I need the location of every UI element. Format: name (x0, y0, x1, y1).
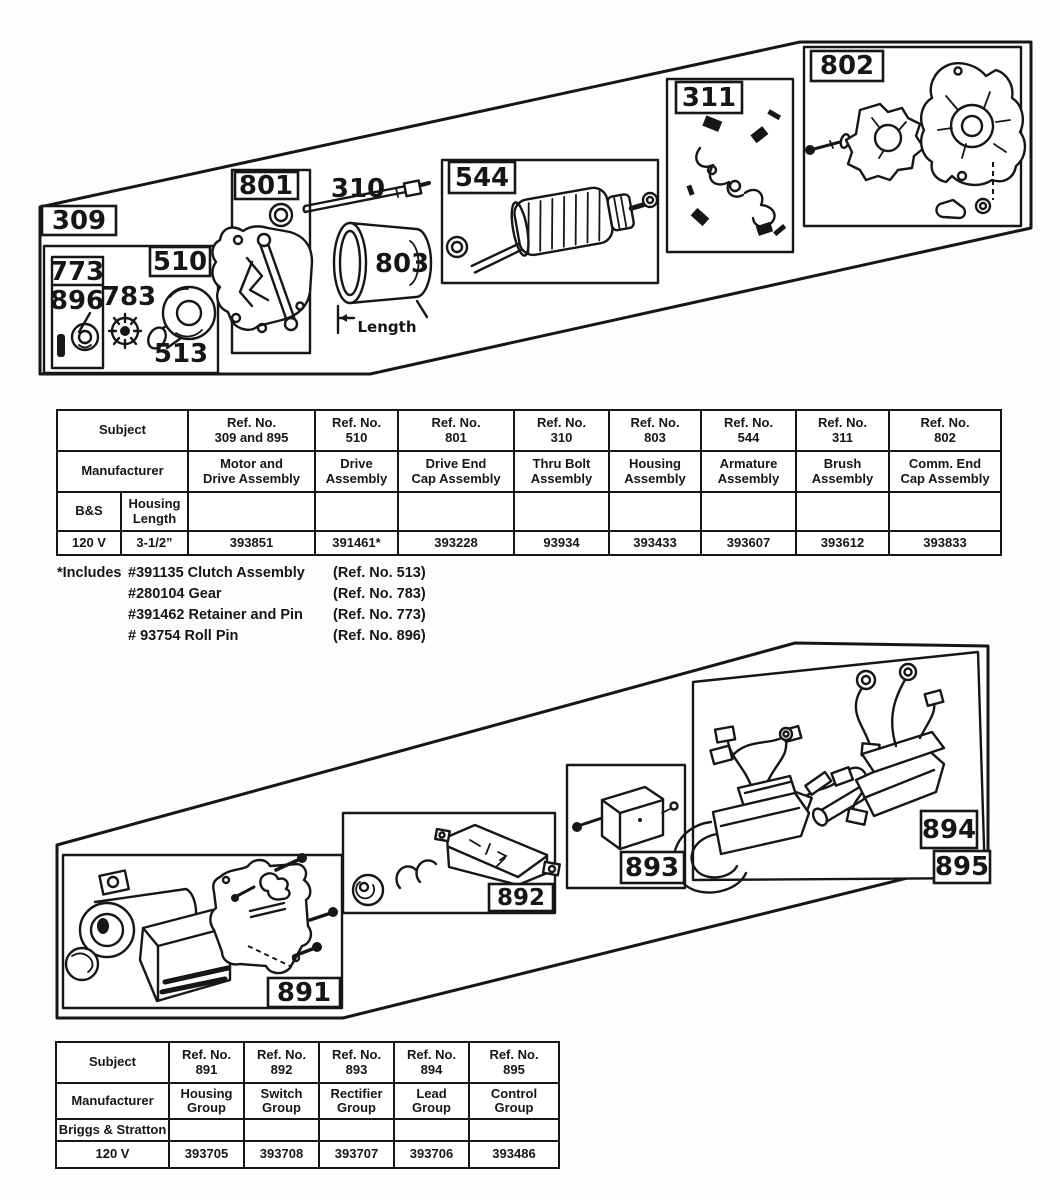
ref-label-895 (934, 851, 990, 883)
footnote-prefix: *Includes (57, 565, 122, 581)
part-name-cell (398, 451, 514, 492)
ref-label-text: 309 (51, 206, 107, 236)
footnote-line (57, 563, 426, 584)
brand-cell: Briggs & Stratton (56, 1119, 169, 1141)
footnote-part: #280104 Gear (128, 586, 222, 602)
ref-label-803: 803 (374, 249, 430, 279)
ref-label-544 (449, 162, 515, 193)
part-name-cell (609, 451, 701, 492)
voltage-cell: 120 V (57, 531, 121, 555)
name-line: Group (412, 1100, 451, 1115)
part-name-cell (469, 1083, 559, 1119)
empty-cell (169, 1119, 244, 1141)
empty-cell (514, 492, 609, 531)
footnote-part: #391135 Clutch Assembly (128, 565, 305, 581)
o-ring-drawing (270, 204, 292, 226)
name-line: Brush (823, 456, 862, 472)
name-line: Lead (416, 1085, 447, 1101)
part-number-cell: 393706 (394, 1141, 469, 1168)
ref-line: 544 (737, 429, 760, 445)
part-name-cell (315, 451, 398, 492)
ref-label-text: 311 (681, 83, 737, 113)
name-line: Switch (260, 1085, 303, 1101)
ref-header-cell (398, 410, 514, 451)
ref-line: Ref. No. (489, 1047, 539, 1063)
name-line: Drive (340, 456, 373, 472)
footnote-part: #391462 Retainer and Pin (128, 607, 303, 623)
empty-cell (315, 492, 398, 531)
empty-cell (319, 1119, 394, 1141)
name-line: Thru Bolt (532, 456, 591, 472)
part-number-cell: 393705 (169, 1141, 244, 1168)
housing-length-value-cell: 3-1/2” (121, 531, 188, 555)
part-name-cell (188, 451, 315, 492)
ref-line: 895 (503, 1061, 525, 1077)
empty-cell (469, 1119, 559, 1141)
switch-group-exploded-diagram (0, 630, 1060, 1030)
name-line: Armature (719, 456, 778, 472)
part-number-cell: 393607 (701, 531, 796, 555)
plug-nut-drawing (353, 875, 383, 905)
table-row (56, 1083, 559, 1119)
roll-pin-drawing (57, 334, 65, 357)
footnote-ref: (Ref. No. 773) (333, 607, 426, 623)
empty-cell (889, 492, 1001, 531)
part-number-cell: 393486 (469, 1141, 559, 1168)
ref-header-cell (889, 410, 1001, 451)
ref-label-text: 773 (49, 257, 105, 287)
ref-line: 892 (270, 1061, 293, 1077)
footnote-line (57, 584, 426, 605)
manufacturer-header-cell: Manufacturer (57, 451, 188, 492)
ref-label-893 (621, 852, 684, 883)
part-number-cell: 391461* (315, 531, 398, 555)
ref-line: Ref. No. (431, 415, 481, 431)
part-number-cell: 393433 (609, 531, 701, 555)
part-name-cell (394, 1083, 469, 1119)
ref-line: 510 (345, 429, 368, 445)
name-line: Housing (180, 1085, 233, 1101)
ref-label-773 (50, 257, 104, 287)
part-name-cell (319, 1083, 394, 1119)
ref-label-892 (489, 884, 553, 911)
ref-header-cell (169, 1042, 244, 1083)
end-cap-housing-drawing (921, 63, 1025, 185)
name-line: Cap Assembly (900, 470, 990, 486)
length-label: Length (357, 318, 417, 336)
name-line: Drive End (425, 456, 487, 472)
ref-line: 801 (445, 429, 467, 445)
part-number-cell: 393228 (398, 531, 514, 555)
ref-line: 802 (934, 429, 956, 445)
part-number-cell: 393851 (188, 531, 315, 555)
footnote-ref: (Ref. No. 783) (333, 586, 426, 602)
starter-parts-table (56, 409, 1002, 556)
ref-line: 891 (195, 1061, 218, 1077)
footnote-ref: (Ref. No. 896) (333, 628, 426, 644)
ref-line: Ref. No. (226, 415, 277, 431)
table-row (57, 410, 1001, 451)
name-line: Control (490, 1085, 538, 1101)
empty-cell (244, 1119, 319, 1141)
ref-header-cell (188, 410, 315, 451)
ref-label-text: 801 (238, 171, 294, 201)
name-line: Group (337, 1100, 376, 1115)
part-name-cell (514, 451, 609, 492)
empty-cell (609, 492, 701, 531)
ref-line: 309 and 895 (214, 429, 289, 445)
ref-label-891 (268, 978, 340, 1008)
table-row (57, 531, 1001, 555)
ref-header-cell (394, 1042, 469, 1083)
ref-line: 893 (345, 1061, 368, 1077)
ref-label-text: 894 (921, 815, 977, 845)
manufacturer-header-cell: Manufacturer (56, 1083, 169, 1119)
ref-label-783: 783 (101, 282, 157, 312)
brand-abbrev-cell: B&S (57, 492, 121, 531)
housing-line: Length (132, 510, 177, 526)
ref-label-311 (676, 82, 742, 113)
empty-cell (394, 1119, 469, 1141)
part-number-cell: 93934 (514, 531, 609, 555)
ref-line: 310 (550, 429, 573, 445)
part-name-cell (796, 451, 889, 492)
ref-line: Ref. No. (331, 1047, 382, 1063)
ref-label-text: 544 (454, 163, 510, 193)
ref-line: 311 (832, 429, 853, 445)
footnote-ref: (Ref. No. 513) (333, 565, 426, 581)
footnote-prefix (57, 584, 128, 605)
ref-line: Ref. No. (181, 1047, 232, 1063)
ref-label-801 (235, 171, 298, 201)
starter-motor-exploded-diagram (0, 0, 1060, 405)
part-number-cell: 393612 (796, 531, 889, 555)
ref-line: Ref. No. (817, 415, 868, 431)
empty-cell (701, 492, 796, 531)
ref-header-cell (609, 410, 701, 451)
ref-label-896: 896 (49, 286, 105, 316)
name-line: Cap Assembly (411, 470, 501, 486)
ref-label-310: 310 (330, 174, 386, 204)
ref-label-text: 893 (624, 853, 680, 883)
ref-line: Ref. No. (920, 415, 970, 431)
name-line: Group (187, 1100, 226, 1115)
ref-line: 894 (420, 1061, 443, 1077)
name-line: Rectifier (330, 1085, 383, 1101)
name-line: Drive Assembly (202, 470, 301, 486)
table-row (56, 1141, 559, 1168)
footnote-line (57, 605, 426, 626)
name-line: Assembly (624, 470, 686, 486)
ref-line: 803 (644, 429, 666, 445)
part-name-cell (889, 451, 1001, 492)
voltage-cell: 120 V (56, 1141, 169, 1168)
empty-cell (796, 492, 889, 531)
part-number-cell: 393708 (244, 1141, 319, 1168)
ref-line: Ref. No. (406, 1047, 457, 1063)
table-row (57, 492, 1001, 531)
table-row (57, 451, 1001, 492)
ref-header-cell (796, 410, 889, 451)
part-number-cell: 393707 (319, 1141, 394, 1168)
ref-header-cell (701, 410, 796, 451)
ref-label-894 (921, 811, 977, 848)
part-name-cell (701, 451, 796, 492)
ref-line: Ref. No. (723, 415, 774, 431)
name-line: Assembly (811, 470, 874, 486)
part-name-cell (169, 1083, 244, 1119)
housing-length-header-cell (121, 492, 188, 531)
housing-line: Housing (128, 496, 181, 512)
name-line: Assembly (530, 470, 593, 486)
name-line: Assembly (717, 470, 780, 486)
empty-cell (188, 492, 315, 531)
ref-line: Ref. No. (536, 415, 587, 431)
name-line: Assembly (325, 470, 388, 486)
ref-label-text: 892 (496, 885, 546, 911)
name-line: Motor and (220, 456, 283, 472)
part-number-cell: 393833 (889, 531, 1001, 555)
ref-label-text: 891 (276, 978, 332, 1008)
table-row (56, 1042, 559, 1083)
ref-label-309 (42, 206, 116, 236)
ref-line: Ref. No. (256, 1047, 307, 1063)
gear-drawing (109, 314, 141, 348)
ref-label-510 (150, 247, 210, 277)
name-line: Group (262, 1100, 301, 1115)
subject-header-cell: Subject (57, 410, 188, 451)
ref-header-cell (469, 1042, 559, 1083)
table-row (56, 1119, 559, 1141)
subject-header-cell: Subject (56, 1042, 169, 1083)
ref-header-cell (315, 410, 398, 451)
ref-label-text: 802 (819, 51, 875, 81)
switch-parts-table (55, 1041, 560, 1169)
ref-header-cell (244, 1042, 319, 1083)
name-line: Group (494, 1100, 534, 1115)
ref-header-cell (514, 410, 609, 451)
ref-header-cell (319, 1042, 394, 1083)
part-name-cell (244, 1083, 319, 1119)
footnote-prefix (57, 605, 128, 626)
ref-line: Ref. No. (331, 415, 382, 431)
ref-label-802 (811, 51, 883, 81)
empty-cell (398, 492, 514, 531)
ref-label-text: 510 (152, 247, 208, 277)
name-line: Comm. End (908, 456, 982, 472)
ref-label-text: 895 (934, 852, 990, 882)
footnote-part: # 93754 Roll Pin (128, 628, 239, 644)
ref-line: Ref. No. (630, 415, 680, 431)
ref-label-513: 513 (153, 339, 209, 369)
name-line: Housing (629, 456, 681, 472)
